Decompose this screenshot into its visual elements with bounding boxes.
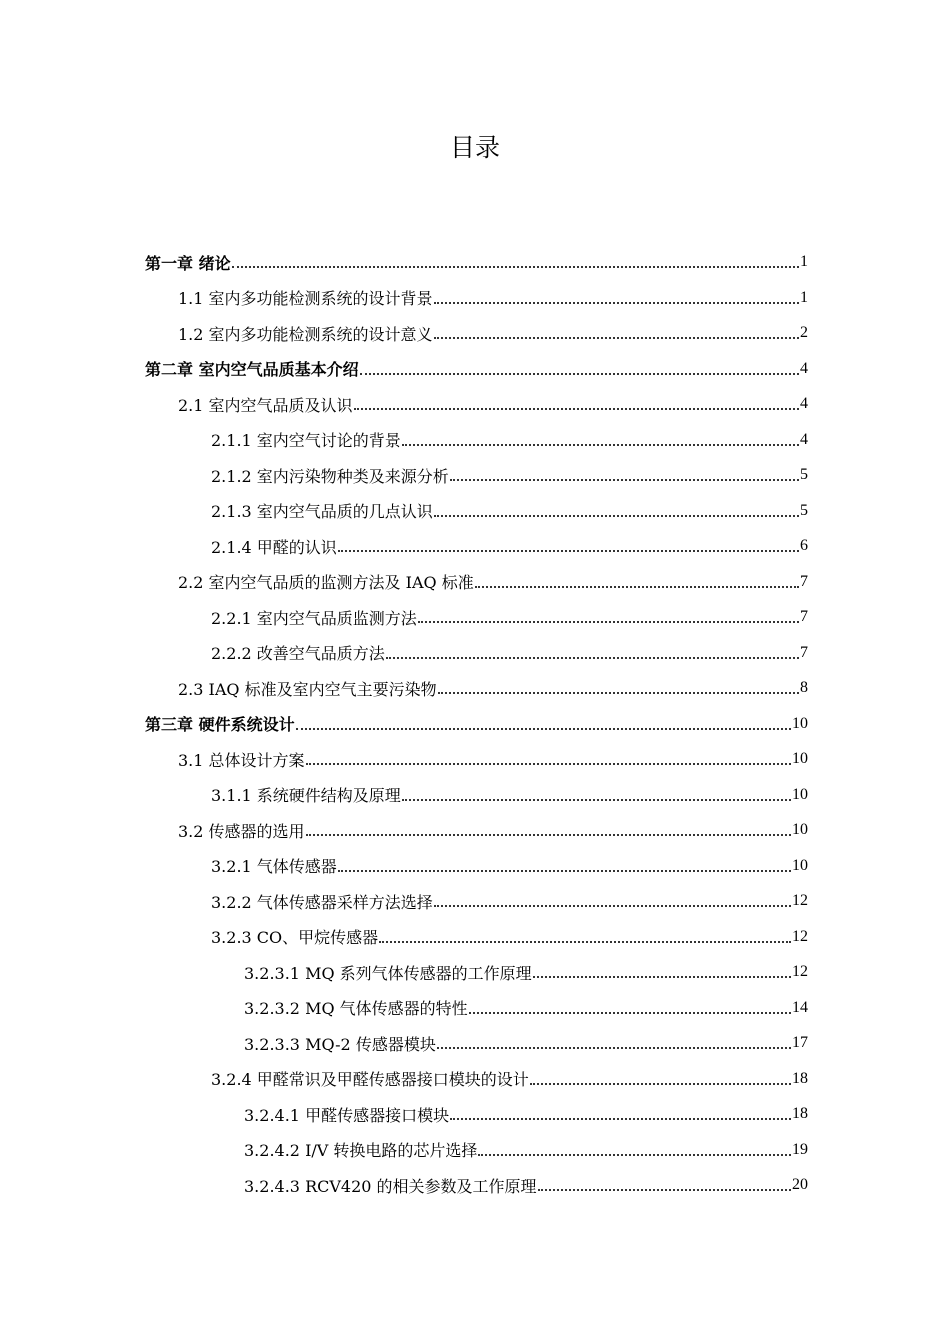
toc-page-number: 17 xyxy=(792,1034,808,1051)
toc-page-number: 4 xyxy=(800,430,808,448)
toc-entry[interactable] xyxy=(178,315,808,351)
toc-entry-label: 3.2.3.1 MQ 系列气体传感器的工作原理 xyxy=(244,963,532,983)
toc-dot-leader xyxy=(418,605,799,623)
toc-entry-label: 3.2.4.3 RCV420 的相关参数及工作原理 xyxy=(244,1176,537,1196)
toc-entry[interactable] xyxy=(244,1096,808,1132)
toc-dot-leader xyxy=(434,499,799,517)
toc-entry[interactable] xyxy=(211,422,808,458)
toc-entry[interactable] xyxy=(211,457,808,493)
toc-entry[interactable] xyxy=(145,706,808,742)
toc-page-number: 8 xyxy=(800,679,808,696)
toc-page-number: 14 xyxy=(792,998,808,1016)
toc-entry[interactable] xyxy=(244,1025,808,1061)
toc-page-number: 1 xyxy=(800,288,808,306)
toc-dot-leader xyxy=(434,889,791,907)
toc-page-number: 4 xyxy=(800,359,808,377)
toc-entry-label: 3.2.1 气体传感器 xyxy=(211,857,337,876)
toc-dot-leader xyxy=(379,925,791,943)
toc-dot-leader xyxy=(437,1031,791,1049)
toc-dot-leader xyxy=(306,818,791,836)
toc-page-number: 18 xyxy=(792,1105,808,1122)
toc-entry[interactable] xyxy=(211,493,808,529)
toc-entry[interactable] xyxy=(178,386,808,422)
toc-page-number: 5 xyxy=(800,466,808,483)
toc-page-number: 5 xyxy=(800,501,808,519)
toc-entry-label: 3.2.4.2 I/V 转换电路的芯片选择 xyxy=(244,1141,478,1160)
toc-entry[interactable] xyxy=(178,564,808,600)
toc-page-number: 7 xyxy=(800,643,808,661)
toc-dot-leader xyxy=(533,960,791,978)
toc-entry[interactable] xyxy=(211,919,808,955)
toc-entry[interactable] xyxy=(244,954,808,990)
toc-page-number: 2 xyxy=(800,324,808,341)
toc-entry-label: 2.2.2 改善空气品质方法 xyxy=(211,644,385,663)
toc-entry[interactable] xyxy=(145,351,808,387)
toc-entry-label: 2.1.3 室内空气品质的几点认识 xyxy=(211,502,433,521)
toc-page-number: 7 xyxy=(800,572,808,590)
toc-entry[interactable] xyxy=(145,244,808,280)
toc-entry-label: 1.1 室内多功能检测系统的设计背景 xyxy=(178,289,433,308)
toc-page-number: 10 xyxy=(792,821,808,838)
toc-dot-leader xyxy=(450,463,799,481)
toc-dot-leader xyxy=(478,1138,791,1156)
toc-entry-label: 2.3 IAQ 标准及室内空气主要污染物 xyxy=(178,679,437,699)
toc-entry[interactable] xyxy=(178,280,808,316)
toc-dot-leader xyxy=(475,570,799,588)
toc-entry[interactable] xyxy=(211,777,808,813)
toc-entry[interactable] xyxy=(211,599,808,635)
toc-page-number: 10 xyxy=(792,856,808,874)
toc-page-number: 10 xyxy=(792,750,808,767)
toc-entry[interactable] xyxy=(244,1167,808,1203)
toc-dot-leader xyxy=(354,392,799,410)
toc-dot-leader xyxy=(450,1102,791,1120)
toc-entry[interactable] xyxy=(178,741,808,777)
toc-entry[interactable] xyxy=(244,990,808,1026)
toc-page-number: 6 xyxy=(800,537,808,554)
toc-entry-label: 第二章 室内空气品质基本介绍 xyxy=(145,360,359,379)
toc-entry-label: 2.1.4 甲醛的认识 xyxy=(211,537,337,557)
toc-dot-leader xyxy=(338,854,791,872)
toc-entry-label: 1.2 室内多功能检测系统的设计意义 xyxy=(178,324,433,344)
toc-dot-leader xyxy=(434,321,799,339)
toc-entry[interactable] xyxy=(211,848,808,884)
toc-dot-leader xyxy=(438,676,799,694)
toc-page-number: 1 xyxy=(800,253,808,270)
toc-entry-label: 3.2.2 气体传感器采样方法选择 xyxy=(211,892,433,912)
toc-entry-label: 2.1.2 室内污染物种类及来源分析 xyxy=(211,466,449,486)
toc-entry[interactable] xyxy=(211,1061,808,1097)
toc-dot-leader xyxy=(306,747,791,765)
toc-dot-leader xyxy=(469,996,791,1014)
toc-entry-label: 3.2.3 CO、甲烷传感器 xyxy=(211,928,379,947)
toc-page-number: 20 xyxy=(792,1176,808,1193)
toc-dot-leader xyxy=(232,250,799,268)
toc-entry-label: 2.2 室内空气品质的监测方法及 IAQ 标准 xyxy=(178,573,474,592)
toc-dot-leader xyxy=(296,712,791,730)
toc-page-number: 4 xyxy=(800,395,808,412)
toc-entry-label: 3.2.4 甲醛常识及甲醛传感器接口模块的设计 xyxy=(211,1070,529,1089)
toc-page-number: 12 xyxy=(792,892,808,909)
toc-entry-label: 2.1.1 室内空气讨论的背景 xyxy=(211,431,401,450)
toc-entry-label: 2.1 室内空气品质及认识 xyxy=(178,395,353,415)
toc-page-number: 10 xyxy=(792,714,808,732)
toc-page-number: 18 xyxy=(792,1069,808,1087)
toc-dot-leader xyxy=(538,1173,791,1191)
toc-entry[interactable] xyxy=(178,670,808,706)
toc-entry[interactable] xyxy=(244,1132,808,1168)
toc-page-number: 10 xyxy=(792,785,808,803)
toc-entry-label: 第三章 硬件系统设计 xyxy=(145,715,295,734)
toc-dot-leader xyxy=(338,534,799,552)
toc-entry[interactable] xyxy=(211,635,808,671)
toc-entry-label: 第一章 绪论 xyxy=(145,253,231,273)
toc-entry-label: 3.1 总体设计方案 xyxy=(178,750,305,770)
toc-entry-label: 3.1.1 系统硬件结构及原理 xyxy=(211,786,401,805)
toc-title: 目录 xyxy=(449,133,500,162)
toc-entry-label: 3.2.4.1 甲醛传感器接口模块 xyxy=(244,1105,450,1125)
toc-entry[interactable] xyxy=(178,812,808,848)
toc-entry-label: 3.2.3.3 MQ-2 传感器模块 xyxy=(244,1034,436,1054)
toc-entry-label: 3.2.3.2 MQ 气体传感器的特性 xyxy=(244,999,468,1018)
toc-dot-leader xyxy=(402,783,791,801)
toc-page-number: 19 xyxy=(792,1140,808,1158)
toc-entry[interactable] xyxy=(211,883,808,919)
toc-dot-leader xyxy=(434,286,799,304)
toc-entry[interactable] xyxy=(211,528,808,564)
toc-page-number: 7 xyxy=(800,608,808,625)
toc-page-number: 12 xyxy=(792,963,808,980)
toc-dot-leader xyxy=(402,428,799,446)
toc-entry-label: 3.2 传感器的选用 xyxy=(178,821,305,841)
toc-page-number: 12 xyxy=(792,927,808,945)
toc-entry-label: 2.2.1 室内空气品质监测方法 xyxy=(211,608,417,628)
toc-dot-leader xyxy=(530,1067,791,1085)
toc-dot-leader xyxy=(360,357,799,375)
toc-dot-leader xyxy=(386,641,799,659)
